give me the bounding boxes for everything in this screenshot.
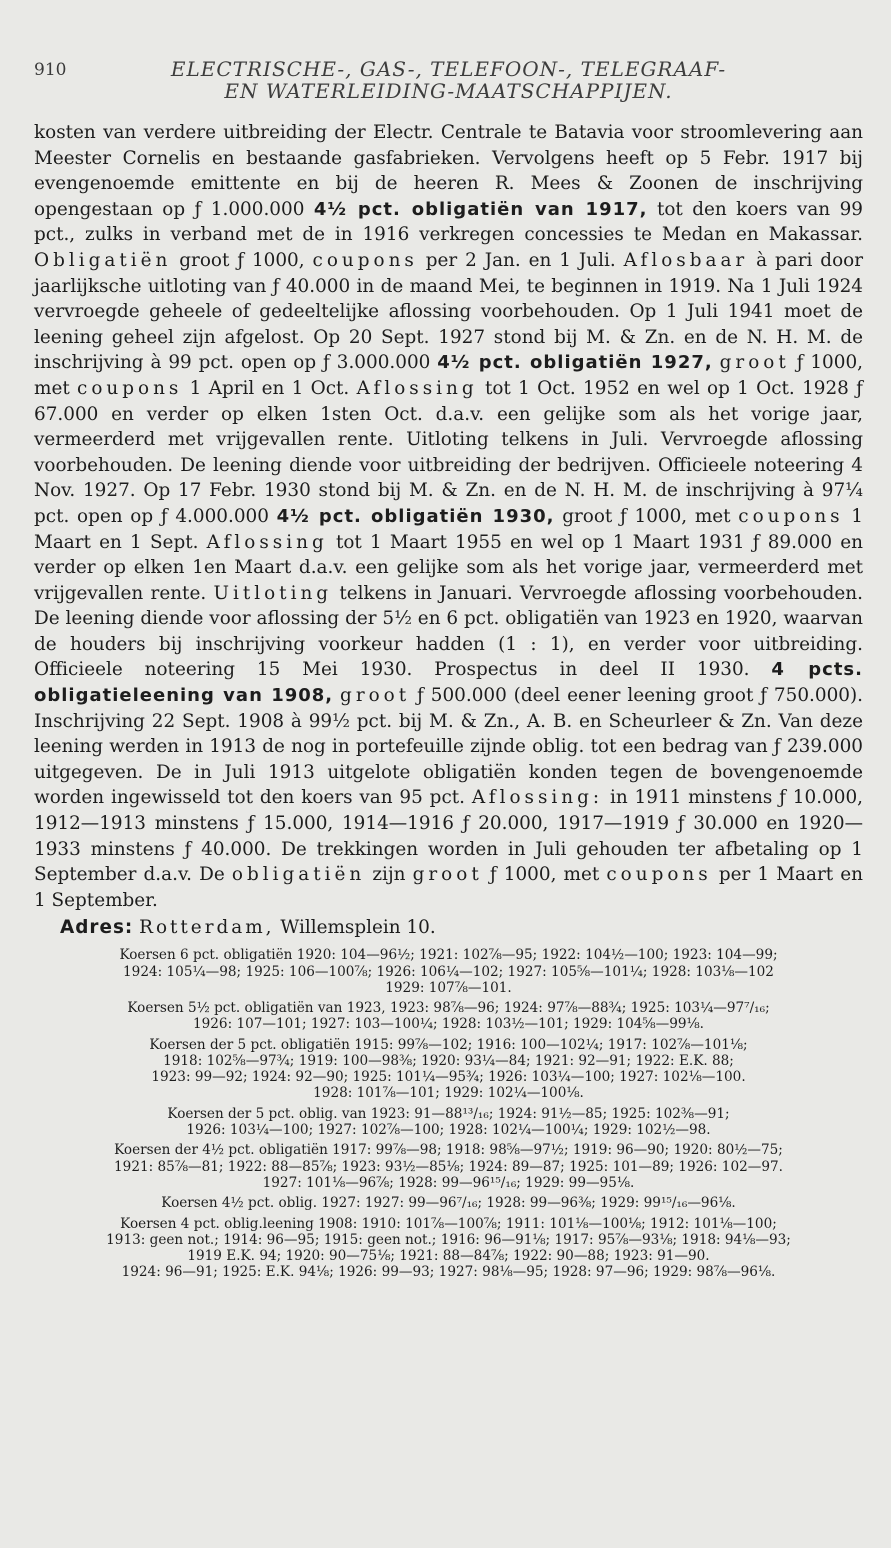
text-run: 1 April en 1 Oct.: [182, 377, 357, 399]
spaced-term: Aflossing:: [471, 787, 604, 809]
quote-block: [34, 1216, 863, 1281]
quote-block: [34, 947, 863, 996]
spaced-term: groot: [719, 352, 790, 374]
spaced-term: Obligatiën: [34, 249, 172, 271]
quote-line: 1926: 103¼—100; 1927: 102⅞—100; 1928: 102¼—100¼; 1929: 102½—98.: [186, 1122, 711, 1138]
page-number: 910: [34, 60, 67, 80]
quote-line: Koersen 4½ pct. oblig. 1927: 1927: 99—96⁷/₁₆; 1928: 99—96⅜; 1929: 99¹⁵/₁₆—96⅛.: [161, 1195, 736, 1212]
quote-block: [34, 1037, 863, 1102]
quote-line: Koersen der 5 pct. oblig. van 1923: 91—88¹³/₁₆; 1924: 91½—85; 1925: 102⅜—91;: [167, 1105, 730, 1122]
spaced-term: Uitloting: [213, 582, 333, 604]
quote-line: 1923: 99—92; 1924: 92—90; 1925: 101¼—95¾; 1926: 103¼—100; 1927: 102⅛—100.: [151, 1069, 746, 1086]
spaced-term: coupons: [606, 864, 712, 886]
text-run: tot 1 Oct. 1952 en wel op 1 Oct. 1928 ƒ 67.000 en verder op elken 1sten Oct. d.a.v. een gelijke som als het vorige jaar, vermeerderd met vrijgevallen rente. Uitloting telkens in Juli. Vervroegde aflossing voorbehouden. De leening diende voor uitbreiding der bedrijven. Officieele noteering 4 Nov. 1927. Op 17 Febr. 1930 stond bij M. & Zn. en de N. H. M. de inschrijving à 97¼ pct. open op ƒ 4.000.000: [34, 377, 863, 527]
quote-block: [34, 1142, 863, 1191]
loan-heading: 4½ pct. obligatiën 1927,: [437, 352, 713, 374]
loan-heading: 4½ pct. obligatiën van 1917,: [313, 198, 648, 220]
text-run: tot den koers van 99 pct., zulks in verband met de in 1916 verkregen concessies te Medan en Makassar.: [34, 198, 863, 246]
quote-line: 1921: 85⅞—81; 1922: 88—85⅞; 1923: 93½—85⅛; 1924: 89—87; 1925: 101—89; 1926: 102—97.: [114, 1158, 783, 1175]
loan-heading: 4 pcts. obligatieleening van 1908,: [34, 659, 863, 707]
text-run: tot 1 Maart 1955 en wel op 1 Maart 1931 ƒ 89.000 en verder op elken 1en Maart d.a.v. een gelijke som als het vorige jaar, vermeerderd met vrijgevallen rente.: [34, 531, 864, 604]
text-run: zijn: [365, 864, 413, 886]
quote-line: 1924: 96—91; 1925: E.K. 94⅛; 1926: 99—93; 1927: 98⅛—95; 1928: 97—96; 1929: 98⅞—96⅛.: [121, 1264, 776, 1281]
quote-line: 1927: 101⅛—96⅞; 1928: 99—96¹⁵/₁₆; 1929: 99—95⅛.: [262, 1174, 635, 1191]
text-run: [713, 352, 720, 373]
spaced-term: Aflosbaar: [623, 249, 749, 271]
spaced-term: coupons: [738, 505, 844, 527]
quote-line: Koersen 4 pct. oblig.leening 1908: 1910: 101⅞—100⅞; 1911: 101⅛—100⅛; 1912: 101⅛—100;: [120, 1215, 777, 1232]
text-run: ƒ 1000, met: [34, 352, 863, 399]
text-run: ƒ 500.000 (deel eener leening groot ƒ 750.000). Inschrijving 22 Sept. 1908 à 99½ pct. bij M. & Zn., A. B. en Scheurleer & Zn. Van deze leening werden in 1913 de nog in portefeuille zijnde oblig. tot een bedrag van ƒ 239.000 uitgegeven. De in Juli 1913 uitgelote obligatiën konden tegen de bovengenoemde worden ingewisseld tot den koers van 95 pct.: [34, 685, 863, 809]
text-run: [333, 685, 340, 706]
quote-block: [34, 1106, 863, 1138]
text-run: à pari door jaarlijksche uitloting van ƒ 40.000 in de maand Mei, te beginnen in 1919. Na 1 Juli 1924 vervroegde geheele of gedeeltelijke aflossing voorbehouden. Op 1 Juli 1941 moet de leening geheel zijn afgelost. Op 20 Sept. 1927 stond bij M. & Zn. en de N. H. M. de inschrijving à 99 pct. open op ƒ 3.000.000: [34, 249, 864, 374]
text-run: ƒ 1000, met: [482, 864, 607, 886]
address-city: Rotterdam,: [139, 917, 275, 939]
loan-heading: 4½ pct. obligatiën 1930,: [276, 505, 555, 527]
text-run: groot ƒ 1000,: [171, 249, 313, 271]
address-street: Willemsplein 10.: [280, 917, 436, 939]
text-run: 1 Maart en 1 Sept.: [34, 505, 864, 553]
address-line: [34, 915, 863, 941]
quote-line: 1924: 105¼—98; 1925: 106—100⅞; 1926: 106¼—102; 1927: 105⅝—101¼; 1928: 103⅛—102: [123, 963, 774, 980]
spaced-term: Aflossing: [206, 531, 328, 553]
text-run: per 2 Jan. en 1 Juli.: [417, 249, 624, 271]
quote-line: Koersen 6 pct. obligatiën 1920: 104—96½; 1921: 102⅞—95; 1922: 104½—100; 1923: 104—99;: [119, 947, 778, 964]
quote-line: 1918: 102⅝—97¾; 1919: 100—98⅜; 1920: 93¼—84; 1921: 92—91; 1922: E.K. 88;: [163, 1053, 734, 1069]
quote-line: Koersen der 4½ pct. obligatiën 1917: 99⅞—98; 1918: 98⅝—97½; 1919: 96—90; 1920: 80½—75;: [114, 1142, 783, 1159]
text-run: per 1 Maart en 1 September.: [34, 864, 864, 911]
spaced-term: obligatiën: [231, 864, 366, 886]
running-title-line-1: ELECTRISCHE-, GAS-, TELEFOON-, TELEGRAAF-: [170, 57, 727, 81]
quote-line: Koersen 5½ pct. obligatiën van 1923, 1923: 98⅞—96; 1924: 97⅞—88¾; 1925: 103¼—97⁷/₁₆;: [127, 1000, 770, 1017]
quote-line: 1926: 107—101; 1927: 103—100¼; 1928: 103½—101; 1929: 104⅝—99⅛.: [192, 1016, 704, 1033]
spaced-term: Aflossing: [356, 377, 478, 399]
text-run: groot ƒ 1000, met: [554, 505, 739, 527]
text-run: in 1911 minstens ƒ 10.000, 1912—1913 minstens ƒ 15.000, 1914—1916 ƒ 20.000, 1917—1919 ƒ 30.000 en 1920—1933 minstens ƒ 40.000. De trekkingen worden in Juli gehouden ter afbetaling op 1 September d.a.v. De: [34, 787, 864, 886]
address-label: Adres:: [60, 917, 134, 939]
quote-line: 1929: 107⅞—101.: [385, 979, 512, 996]
text-run: telkens in Januari. Vervroegde aflossing voorbehouden. De leening diende voor aflossing der 5½ en 6 pct. obligatiën van 1923 en 1920, waarvan de houders bij inschrijving voorkeur hadden (1 : 1), en verder voor uitbreiding. Officieele noteering 15 Mei 1930. Prospectus in deel II 1930.: [34, 582, 863, 681]
spaced-term: groot: [340, 685, 411, 707]
quote-line: 1913: geen not.; 1914: 96—95; 1915: geen not.; 1916: 96—91⅛; 1917: 95⅞—93⅛; 1918: 94⅛—93;: [106, 1231, 791, 1248]
quote-line: 1919 E.K. 94; 1920: 90—75⅛; 1921: 88—84⅞; 1922: 90—88; 1923: 91—90.: [187, 1247, 710, 1264]
text-run: kosten van verdere uitbreiding der Electr. Centrale te Batavia voor stroomlevering aan Meester Cornelis en bestaande gasfabrieken. Vervolgens heeft op 5 Febr. 1917 bij evengenoemde emittente en bij de heeren R. Mees & Zoonen de inschrijving opengestaan op ƒ 1.000.000: [34, 122, 863, 220]
running-title-line-2: EN WATERLEIDING-MAATSCHAPPIJEN.: [224, 79, 673, 103]
quote-block: [34, 1000, 863, 1032]
quote-line: 1928: 101⅞—101; 1929: 102¼—100⅛.: [313, 1085, 584, 1102]
quote-line: Koersen der 5 pct. obligatiën 1915: 99⅞—102; 1916: 100—102¼; 1917: 102⅞—101⅛;: [149, 1036, 748, 1053]
price-quotations: [34, 947, 863, 1280]
spaced-term: coupons: [77, 377, 183, 399]
spaced-term: groot: [412, 864, 483, 886]
page-header: [34, 58, 863, 120]
spaced-term: coupons: [312, 249, 418, 271]
body-text: [34, 120, 863, 913]
quote-block: [34, 1195, 863, 1211]
